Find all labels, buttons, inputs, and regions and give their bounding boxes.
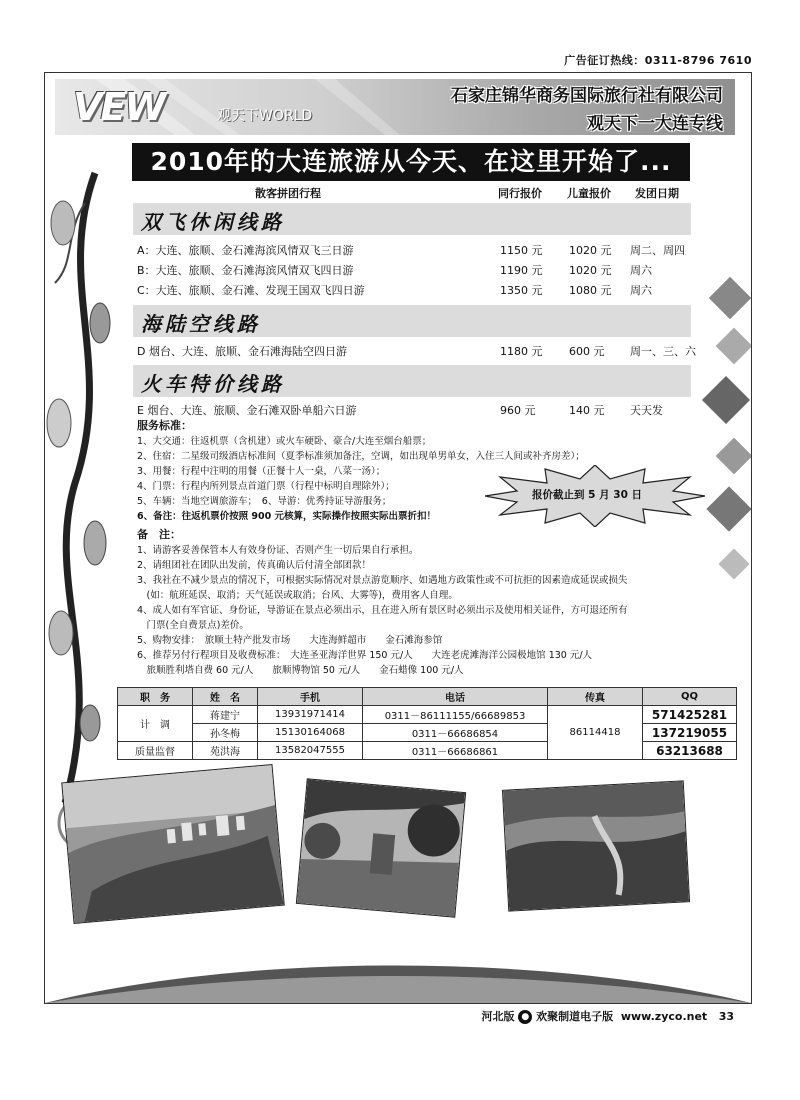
table-row (118, 742, 737, 760)
note-item: 门票(全自费景点)差价。 (137, 620, 249, 631)
note-item: 5、购物安排： 旅顺土特产批发市场 大连海鲜超市 金石滩海参馆 (137, 635, 443, 646)
route-peer-price: 1350 元 (500, 284, 543, 297)
section-train (133, 365, 691, 397)
service-item: 5、车辆：当地空调旅游车； 6、导游：优秀持证导游服务； (137, 496, 392, 507)
section-title: 火车特价线路 (141, 372, 285, 396)
col-name: 姓 名 (193, 688, 258, 706)
route-peer-price: 1150 元 (500, 244, 543, 257)
footer-wave-icon (45, 953, 751, 1003)
route-child-price: 140 元 (569, 404, 605, 417)
route-days: 周六 (630, 264, 652, 277)
vine-decoration-icon (45, 163, 125, 883)
route-name: C：大连、旅顺、金石滩、发现王国双飞四日游 (137, 284, 365, 297)
contact-role: 计 调 (118, 706, 193, 742)
page-number: 33 (718, 1010, 734, 1023)
footer-site: www.zyco.net (620, 1010, 708, 1023)
contact-name: 苑洪海 (193, 742, 258, 760)
diamond-decoration-icon (695, 273, 751, 633)
route-days: 周六 (630, 284, 652, 297)
route-name: B：大连、旅顺、金石滩海滨风情双飞四日游 (137, 264, 354, 277)
section-title: 双飞休闲线路 (141, 210, 285, 234)
photo-coastline (502, 780, 690, 911)
table-row (118, 706, 737, 724)
col-peer-price: 同行报价 (498, 187, 542, 200)
service-item: 3、用餐：行程中注明的用餐（正餐十人一桌，八菜一汤）； (137, 466, 386, 477)
col-role: 职 务 (118, 688, 193, 706)
col-departure: 发团日期 (635, 187, 679, 200)
contact-qq: 63213688 (643, 742, 737, 760)
magazine-logo-icon: ● (518, 1010, 532, 1024)
contact-mobile: 13931971414 (258, 706, 363, 724)
service-item: 2、住宿：二星级司级酒店标准间（夏季标准须加备注，空调，如出现单男单女，入住三人间或补齐房差）； (137, 451, 585, 462)
note-item: 6、推荐另付行程项目及收费标准： 大连圣亚海洋世界 150 元/人 大连老虎滩海洋公园极地馆 130 元/人 (137, 650, 593, 661)
notes-heading: 备 注： (137, 528, 181, 541)
section-title: 海陆空线路 (141, 312, 261, 336)
col-mobile: 手机 (258, 688, 363, 706)
service-heading: 服务标准： (137, 419, 192, 432)
route-child-price: 1020 元 (569, 244, 612, 257)
col-phone: 电话 (363, 688, 548, 706)
route-peer-price: 1180 元 (500, 345, 543, 358)
contact-phone: 0311－66686861 (363, 742, 548, 760)
route-days: 周一、三、六 (630, 345, 696, 358)
brand-logo: VEW (73, 85, 165, 129)
route-child-price: 1020 元 (569, 264, 612, 277)
ad-hotline: 广告征订热线：0311-8796 7610 (564, 54, 752, 67)
monument-park-image-icon (297, 779, 465, 916)
footer-magazine: 欢聚制道电子版 (536, 1010, 614, 1023)
route-peer-price: 1190 元 (500, 264, 543, 277)
page-footer (481, 1008, 734, 1024)
route-name: D 烟台、大连、旅顺、金石滩海陆空四日游 (137, 345, 347, 358)
col-child-price: 儿童报价 (567, 187, 611, 200)
col-itinerary: 散客拼团行程 (255, 187, 321, 200)
note-item: 旅顺胜利塔自费 60 元/人 旅顺博物馆 50 元/人 金石蜡像 100 元/人 (137, 665, 464, 676)
route-days: 周二、周四 (630, 244, 685, 257)
note-item: 1、请游客妥善保管本人有效身份证、否则产生一切后果自行承担。 (137, 545, 419, 556)
contact-name: 蒋建宁 (193, 706, 258, 724)
route-name: E 烟台、大连、旅顺、金石滩双卧单船六日游 (137, 404, 357, 417)
coastal-city-image-icon (62, 765, 283, 923)
col-fax: 传真 (548, 688, 643, 706)
note-item: 3、我社在不减少景点的情况下，可根据实际情况对景点游览顺序、如遇地方政策性或不可抗拒的因素造成延误或损失 (137, 575, 628, 586)
service-item: 4、门票：行程内所列景点首道门票（行程中标明自理除外）； (137, 481, 395, 492)
contact-role: 质量监督 (118, 742, 193, 760)
contact-table (117, 687, 737, 760)
note-item: (如：航班延误、取消；天气延误或取消；台风、大雾等)，费用客人自理。 (137, 590, 458, 601)
contact-qq: 571425281 (643, 706, 737, 724)
route-peer-price: 960 元 (500, 404, 536, 417)
table-header-row (118, 688, 737, 706)
service-item: 6、备注：往返机票价按照 900 元核算，实际操作按照实际出票折扣！ (137, 511, 437, 522)
contact-name: 孙冬梅 (193, 724, 258, 742)
banner-subtitle: 观天下一大连专线 (587, 114, 723, 134)
contact-phone: 0311－66686854 (363, 724, 548, 742)
route-child-price: 1080 元 (569, 284, 612, 297)
headline: 2010年的大连旅游从今天、在这里开始了... (132, 143, 690, 181)
route-days: 天天发 (630, 404, 663, 417)
ad-frame (44, 72, 752, 1004)
contact-mobile: 13582047555 (258, 742, 363, 760)
deadline-notice: 报价截止到 5 月 30 日 (532, 489, 643, 501)
photo-coastal-city (61, 764, 285, 924)
footer-edition: 河北版 (481, 1010, 515, 1023)
contact-mobile: 15130164068 (258, 724, 363, 742)
company-name: 石家庄锦华商务国际旅行社有限公司 (451, 86, 723, 106)
note-item: 2、请组团社在团队出发前，传真确认后付清全部团款！ (137, 560, 372, 571)
route-name: A：大连、旅顺、金石滩海滨风情双飞三日游 (137, 244, 354, 257)
route-child-price: 600 元 (569, 345, 605, 358)
col-qq: QQ (643, 688, 737, 706)
photo-monument-park (296, 778, 466, 917)
service-item: 1、大交通：往返机票（含机建）或火车硬卧、豪合/大连至烟台船票； (137, 436, 432, 447)
header-banner (55, 79, 735, 135)
table-row (118, 724, 737, 742)
section-fly (133, 203, 691, 235)
section-sea-land-air (133, 305, 691, 337)
contact-phone: 0311－86111155/66689853 (363, 706, 548, 724)
contact-qq: 137219055 (643, 724, 737, 742)
note-item: 4、成人如有军官证、身份证，导游证在景点必须出示，且在进入所有景区时必须出示及使用相关证件，方可退还所有 (137, 605, 628, 616)
contact-fax: 86114418 (548, 706, 643, 760)
brand-logo-subtitle: 观天下WORLD (217, 108, 313, 124)
coastline-image-icon (503, 781, 689, 910)
